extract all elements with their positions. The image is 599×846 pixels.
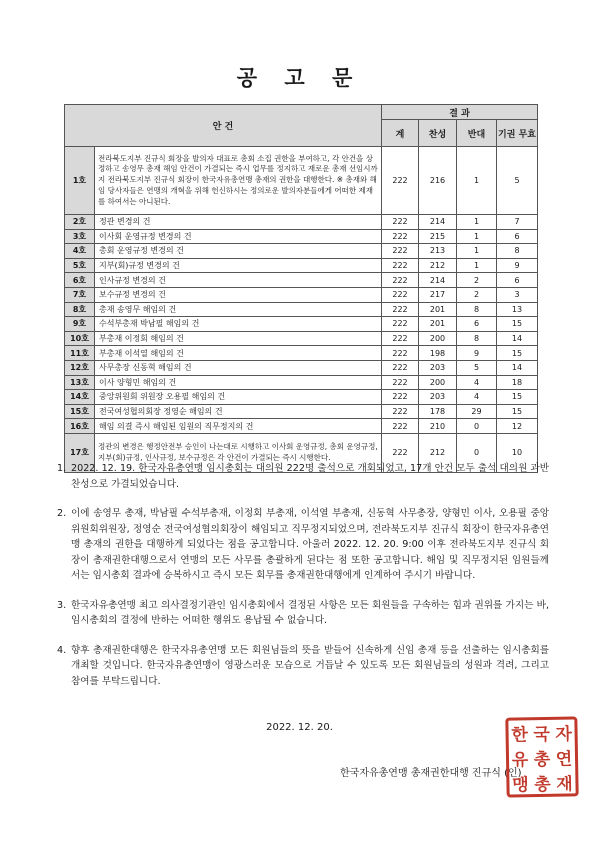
row-number: 12호 — [65, 360, 95, 375]
row-total: 222 — [382, 147, 419, 215]
note-text: 이에 송영무 총재, 박남필 수석부총재, 이정회 부총재, 이석열 부총재, 신동혁 사무총장, 양형민 이사, 오용필 중앙위원회위원장, 정영순 전국여성협의회장이 해임되고 직무정지되었으며, 전라북도지부 진규식 회장이 한국자유총연맹 총재의 권한을 대행하게 되었다는 점을 공고합니다. 아울러 2022. 12. 20. 9:00 이후 전라북도지부 진규식 회장이 총재권한대행으로서 연맹의 모든 사무를 총괄하게 된다는 점 또한 공고합니다. 해임 및 직무정지된 임원들께서는 임시총회 결과에 승복하시고 즉시 모든 회무를 총재권한대행에게 인계하여 주시기 바랍니다. — [71, 508, 549, 581]
seal-char: 총 — [533, 749, 551, 771]
table-row — [65, 317, 538, 332]
row-number: 5호 — [65, 258, 95, 273]
seal-char: 유 — [511, 750, 529, 771]
header-item: 안 건 — [65, 105, 382, 147]
row-yes: 201 — [419, 317, 457, 332]
row-item: 보수규정 변경의 건 — [95, 287, 382, 302]
table-row — [65, 375, 538, 390]
row-number: 4호 — [65, 244, 95, 259]
row-yes: 200 — [419, 375, 457, 390]
row-yes: 216 — [419, 147, 457, 215]
row-number: 15호 — [65, 404, 95, 419]
row-number: 8호 — [65, 302, 95, 317]
row-no: 29 — [457, 404, 497, 419]
row-total: 222 — [382, 375, 419, 390]
row-total: 222 — [382, 390, 419, 405]
seal-char: 자 — [555, 724, 573, 745]
table-row — [65, 302, 538, 317]
row-yes: 214 — [419, 273, 457, 288]
row-item: 전라북도지부 진규식 회장을 발의자 대표로 총회 소집 권한을 부여하고, 각 안건을 상정하고 송영무 총재 해임 안건이 가결되는 즉시 업무를 정지하고 재로운 총재 선임시까지 전라북도지부 진규식 회장이 한국자유총연맹 총재의 권한을 대행한다. ※ 총재와 해임 당사자들은 연맹의 개혁을 위해 헌신하시는 정의로운 발의자분들에게 어떠한 제재를 하여서는 아니된다. — [95, 147, 382, 215]
note-4 — [57, 643, 549, 690]
row-total: 222 — [382, 273, 419, 288]
row-total: 222 — [382, 229, 419, 244]
note-3 — [57, 598, 549, 629]
row-item: 총재 송영무 해임의 건 — [95, 302, 382, 317]
row-total: 222 — [382, 419, 419, 434]
row-total: 222 — [382, 331, 419, 346]
row-no: 1 — [457, 229, 497, 244]
row-no: 2 — [457, 273, 497, 288]
row-no: 1 — [457, 244, 497, 259]
row-abstain: 15 — [497, 346, 538, 361]
row-item: 수석부총재 박남필 해임의 건 — [95, 317, 382, 332]
table-row — [65, 346, 538, 361]
row-abstain: 14 — [497, 360, 538, 375]
row-no: 8 — [457, 331, 497, 346]
row-number: 10호 — [65, 331, 95, 346]
row-item: 이사회 운영규정 변경의 건 — [95, 229, 382, 244]
row-abstain: 18 — [497, 375, 538, 390]
row-total: 222 — [382, 317, 419, 332]
row-total: 222 — [382, 302, 419, 317]
row-abstain: 15 — [497, 404, 538, 419]
seal-char: 국 — [533, 724, 551, 746]
table-row — [65, 244, 538, 259]
row-item: 정관의 변경은 행정안전부 승인이 나는대로 시행하고 이사회 운영규정, 총회 운영규정, 지부(회)규정, 인사규정, 보수규정은 각 안건이 가결되는 즉시 시행한다. — [95, 433, 382, 472]
row-yes: 200 — [419, 331, 457, 346]
row-abstain: 12 — [497, 419, 538, 434]
table-row — [65, 147, 538, 215]
row-abstain: 15 — [497, 390, 538, 405]
row-abstain: 7 — [497, 215, 538, 230]
notes-section — [57, 461, 549, 703]
notice-date: 2022. 12. 20. — [266, 722, 333, 733]
row-yes: 215 — [419, 229, 457, 244]
row-number: 3호 — [65, 229, 95, 244]
row-abstain: 10 — [497, 433, 538, 472]
row-item: 총회 운영규정 변경의 건 — [95, 244, 382, 259]
row-number: 6호 — [65, 273, 95, 288]
row-total: 222 — [382, 244, 419, 259]
row-no: 2 — [457, 287, 497, 302]
table-row — [65, 229, 538, 244]
row-total: 222 — [382, 215, 419, 230]
row-item: 사무총장 신동혁 해임의 건 — [95, 360, 382, 375]
signer-line: 한국자유총연맹 총재권한대행 진규식 (인) — [340, 768, 522, 779]
seal-char: 연 — [555, 749, 573, 770]
row-total: 222 — [382, 258, 419, 273]
row-item: 전국여성협의회장 정영순 해임의 건 — [95, 404, 382, 419]
seal-char: 총 — [534, 774, 551, 796]
table-row — [65, 215, 538, 230]
row-item: 정관 변경의 건 — [95, 215, 382, 230]
row-no: 1 — [457, 258, 497, 273]
row-total: 222 — [382, 346, 419, 361]
note-text: 한국자유총연맹 최고 의사결정기관인 임시총회에서 결정된 사항은 모든 회원들을 구속하는 힘과 권위를 가지는 바, 임시총회의 결정에 반하는 어떠한 행위도 용납될 수 없습니다. — [71, 599, 549, 626]
row-number: 14호 — [65, 390, 95, 405]
row-number: 2호 — [65, 215, 95, 230]
table-row — [65, 360, 538, 375]
row-number: 16호 — [65, 419, 95, 434]
header-total: 계 — [382, 120, 419, 147]
row-yes: 212 — [419, 258, 457, 273]
row-abstain: 14 — [497, 331, 538, 346]
row-number: 7호 — [65, 287, 95, 302]
row-total: 222 — [382, 287, 419, 302]
seal-char: 맹 — [512, 775, 529, 796]
row-item: 지부(회)규정 변경의 건 — [95, 258, 382, 273]
row-no: 6 — [457, 317, 497, 332]
row-total: 222 — [382, 404, 419, 419]
row-no: 1 — [457, 215, 497, 230]
row-yes: 178 — [419, 404, 457, 419]
row-item: 해임 의결 즉시 해임된 임원의 직무정지의 건 — [95, 419, 382, 434]
row-item: 부총재 이정회 해임의 건 — [95, 331, 382, 346]
row-yes: 214 — [419, 215, 457, 230]
row-no: 4 — [457, 390, 497, 405]
row-number: 13호 — [65, 375, 95, 390]
row-yes: 210 — [419, 419, 457, 434]
row-number: 1호 — [65, 147, 95, 215]
note-2 — [57, 506, 549, 584]
row-abstain: 5 — [497, 147, 538, 215]
header-yes: 찬성 — [419, 120, 457, 147]
seal-char: 재 — [556, 774, 573, 795]
header-abstain: 기권 무효 — [497, 120, 538, 147]
row-number: 17호 — [65, 433, 95, 472]
row-abstain: 3 — [497, 287, 538, 302]
row-total: 222 — [382, 360, 419, 375]
row-no: 5 — [457, 360, 497, 375]
row-abstain: 13 — [497, 302, 538, 317]
row-no: 9 — [457, 346, 497, 361]
table-row — [65, 273, 538, 288]
row-yes: 212 — [419, 433, 457, 472]
row-abstain: 8 — [497, 244, 538, 259]
row-abstain: 6 — [497, 273, 538, 288]
results-table — [64, 104, 538, 473]
row-total: 222 — [382, 433, 419, 472]
row-no: 1 — [457, 147, 497, 215]
row-yes: 198 — [419, 346, 457, 361]
row-number: 11호 — [65, 346, 95, 361]
table-row — [65, 287, 538, 302]
header-no: 반대 — [457, 120, 497, 147]
table-row — [65, 419, 538, 434]
note-text: 2022. 12. 19. 한국자유총연맹 임시총회는 대의원 222명 출석으로 개회되었고, 17개 안건 모두 출석 대의원 과반 찬성으로 가결되었습니다. — [71, 463, 549, 490]
note-number: 4. — [57, 644, 67, 656]
row-abstain: 6 — [497, 229, 538, 244]
note-number: 1. — [57, 463, 67, 474]
row-yes: 217 — [419, 287, 457, 302]
row-yes: 201 — [419, 302, 457, 317]
note-text: 향후 총재권한대행은 한국자유총연맹 모든 회원님들의 뜻을 받들어 신속하게 신임 총재 등을 선출하는 임시총회를 개최할 것입니다. 한국자유총연맹이 영광스러운 모습으로 거듭날 수 있도록 모든 회원님들의 성원과 격려, 그리고 참여를 부탁드립니다. — [71, 644, 549, 687]
table-row — [65, 331, 538, 346]
table-row — [65, 258, 538, 273]
page-title: 공 고 문 — [236, 66, 363, 90]
row-no: 4 — [457, 375, 497, 390]
official-seal-stamp — [505, 716, 578, 797]
row-item: 이사 양형민 해임의 건 — [95, 375, 382, 390]
table-row — [65, 404, 538, 419]
row-yes: 203 — [419, 390, 457, 405]
header-result: 결 과 — [382, 105, 538, 120]
row-number: 9호 — [65, 317, 95, 332]
row-no: 0 — [457, 419, 497, 434]
seal-char: 한 — [511, 725, 529, 746]
note-number: 3. — [57, 599, 67, 611]
row-item: 인사규정 변경의 건 — [95, 273, 382, 288]
row-item: 부총재 이석열 해임의 건 — [95, 346, 382, 361]
row-no: 8 — [457, 302, 497, 317]
row-item: 중앙위원회 위원장 오용필 해임의 건 — [95, 390, 382, 405]
row-yes: 203 — [419, 360, 457, 375]
note-1 — [57, 461, 549, 492]
row-abstain: 15 — [497, 317, 538, 332]
row-no: 0 — [457, 433, 497, 472]
row-abstain: 9 — [497, 258, 538, 273]
row-yes: 213 — [419, 244, 457, 259]
results-body — [65, 147, 538, 473]
note-number: 2. — [57, 508, 67, 519]
table-row — [65, 390, 538, 405]
